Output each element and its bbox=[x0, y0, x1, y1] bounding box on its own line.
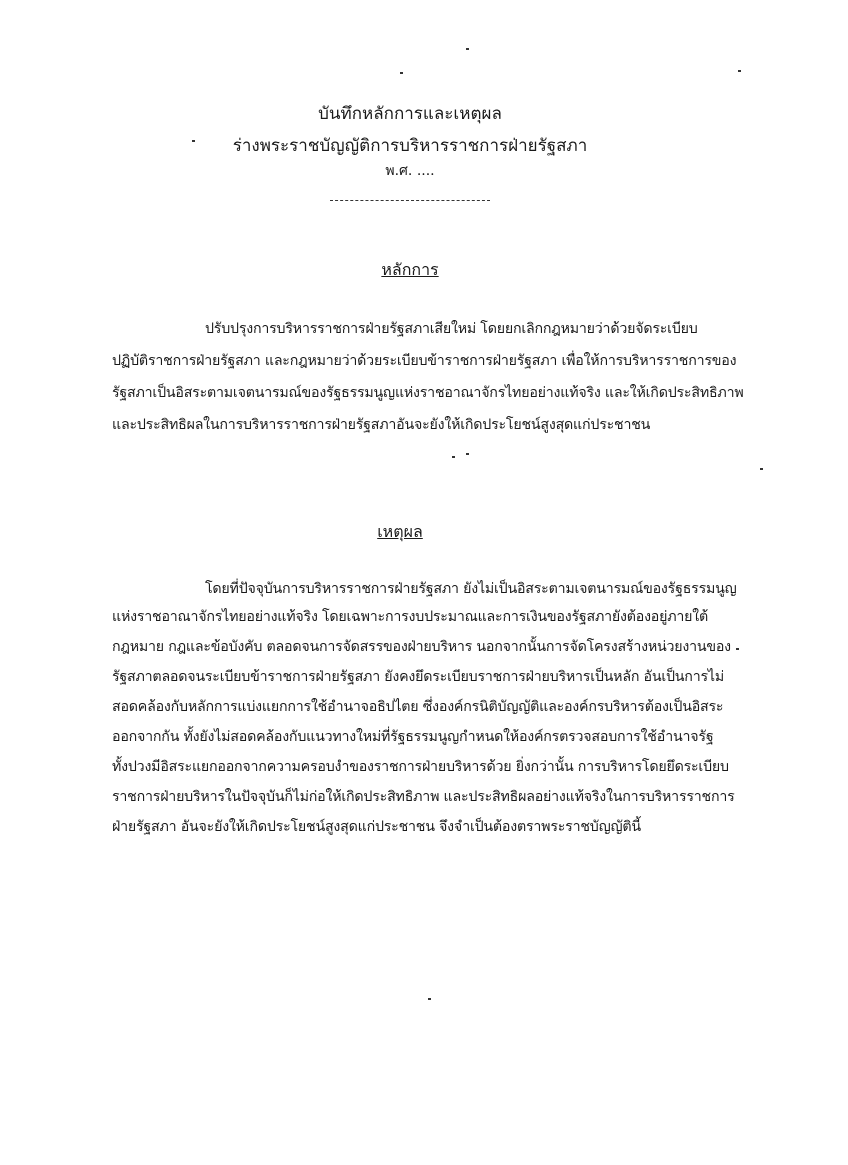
scan-speck bbox=[466, 48, 469, 50]
principle-line-1: ปรับปรุงการบริหารราชการฝ่ายรัฐสภาเสียใหม่ โดยยกเลิกกฎหมายว่าด้วยจัดระเบียบ bbox=[205, 321, 698, 337]
reason-line-2: แห่งราชอาณาจักรไทยอย่างแท้จริง โดยเฉพาะการงบประมาณและการเงินของรัฐสภายังต้องอยู่ภายใต้ bbox=[112, 609, 709, 625]
scan-speck bbox=[428, 998, 431, 1000]
scan-speck bbox=[192, 140, 195, 142]
principle-line-4: และประสิทธิผลในการบริหารราชการฝ่ายรัฐสภาอันจะยังให้เกิดประโยชน์สูงสุดแก่ประชาชน bbox=[112, 417, 651, 433]
title-divider bbox=[330, 200, 490, 201]
scan-speck bbox=[452, 456, 455, 458]
reason-line-7: ทั้งปวงมีอิสระแยกออกจากความครอบงำของราชการฝ่ายบริหารด้วย ยิ่งกว่านั้น การบริหารโดยยึดระเบียบ bbox=[112, 759, 729, 775]
reason-line-5: สอดคล้องกับหลักการแบ่งแยกการใช้อำนาจอธิปไตย ซึ่งองค์กรนิติบัญญัติและองค์กรบริหารต้องเป็นอิสระ bbox=[112, 699, 724, 715]
reason-line-9: ฝ่ายรัฐสภา อันจะยังให้เกิดประโยชน์สูงสุดแก่ประชาชน จึงจำเป็นต้องตราพระราชบัญญัตินี้ bbox=[112, 819, 641, 835]
reason-heading: เหตุผล bbox=[377, 522, 423, 541]
bill-title: ร่างพระราชบัญญัติการบริหารราชการฝ่ายรัฐสภา bbox=[232, 136, 588, 156]
scan-speck bbox=[736, 648, 739, 650]
principle-heading: หลักการ bbox=[381, 260, 439, 279]
scan-speck bbox=[400, 72, 403, 74]
reason-line-3: กฎหมาย กฎและข้อบังคับ ตลอดจนการจัดสรรของฝ่ายบริหาร นอกจากนั้นการจัดโครงสร้างหน่วยงานของ bbox=[112, 639, 731, 655]
bill-year: พ.ศ. .... bbox=[385, 163, 435, 179]
scan-speck bbox=[466, 453, 469, 455]
reason-line-6: ออกจากกัน ทั้งยังไม่สอดคล้องกับแนวทางใหม่ที่รัฐธรรมนูญกำหนดให้องค์กรตรวจสอบการใช้อำนาจรัฐ bbox=[112, 729, 714, 745]
memo-title: บันทึกหลักการและเหตุผล bbox=[318, 104, 502, 124]
scan-speck bbox=[738, 70, 741, 72]
reason-line-1: โดยที่ปัจจุบันการบริหารราชการฝ่ายรัฐสภา ยังไม่เป็นอิสระตามเจตนารมณ์ของรัฐธรรมนูญ bbox=[205, 581, 737, 597]
reason-line-8: ราชการฝ่ายบริหารในปัจจุบันก็ไม่ก่อให้เกิดประสิทธิภาพ และประสิทธิผลอย่างแท้จริงในการบริหารราชการ bbox=[112, 789, 735, 805]
scan-speck bbox=[760, 468, 763, 470]
principle-line-2: ปฏิบัติราชการฝ่ายรัฐสภา และกฎหมายว่าด้วยระเบียบข้าราชการฝ่ายรัฐสภา เพื่อให้การบริหารราชการของ bbox=[112, 353, 737, 369]
reason-line-4: รัฐสภาตลอดจนระเบียบข้าราชการฝ่ายรัฐสภา ยังคงยึดระเบียบราชการฝ่ายบริหารเป็นหลัก อันเป็นการไม่ bbox=[112, 669, 724, 685]
principle-line-3: รัฐสภาเป็นอิสระตามเจตนารมณ์ของรัฐธรรมนูญแห่งราชอาณาจักรไทยอย่างแท้จริง และให้เกิดประสิทธิภาพ bbox=[112, 385, 744, 401]
